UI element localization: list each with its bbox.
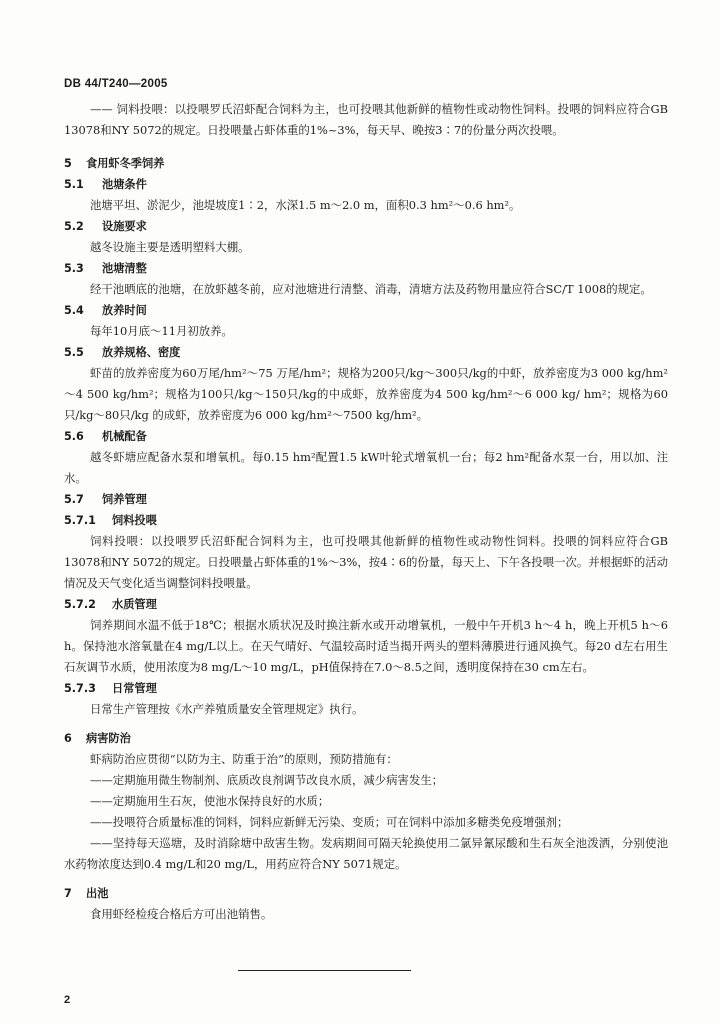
section-6-text: 虾病防治应贯彻“以防为主、防重于治”的原则，预防措施有： xyxy=(90,752,398,766)
section-5-5-heading: 5.5 放养规格、密度 xyxy=(64,346,181,359)
section-5-2-heading: 5.2 设施要求 xyxy=(64,220,147,233)
section-5-6-text: 越冬虾塘应配备水泵和增氧机。每0.15 hm²配置1.5 kW叶轮式增氧机一台；每2 hm²配备水泵一台，用以加、注水。 xyxy=(64,450,668,485)
section-6-heading: 6 病害防治 xyxy=(64,732,131,745)
section-5-7-3-text: 日常生产管理按《水产养殖质量安全管理规定》执行。 xyxy=(90,702,364,716)
section-5-heading: 5 食用虾冬季饲养 xyxy=(64,157,165,170)
section-5-7-2-text: 饲养期间水温不低于18℃；根据水质状况及时换注新水或开动增氧机，一般中午开机3 h～4 h，晚上开机5 h～6 h。保持池水溶氧量在4 mg/L以上。在天气晴好、气温较高时适当揭开两头的塑料薄膜进行通风换气。每20 d左右用生石灰调节水质，使用浓度为8 mg/L～10 mg/L，pH值保持在7.0～8.5之间，透明度保持在30 cm左右。 xyxy=(64,618,668,674)
section-5-7-3-heading: 5.7.3 日常管理 xyxy=(64,682,157,695)
section-5-7-1-text: 饲料投喂：以投喂罗氏沼虾配合饲料为主，也可投喂其他新鲜的植物性或动物性饲料。投喂的饲料应符合GB 13078和NY 5072的规定。日投喂量占虾体重的1%～3%，按4∶6的份量，每天上、下午各投喂一次。并根据虾的活动情况及天气变化适当调整饲料投喂量。 xyxy=(64,534,668,590)
list-item: ——投喂符合质量标准的饲料，饲料应新鲜无污染、变质；可在饲料中添加多糖类免疫增强剂； xyxy=(90,815,569,829)
intro-paragraph: —— 饲料投喂：以投喂罗氏沼虾配合饲料为主，也可投喂其他新鲜的植物性或动物性饲料。投喂的饲料应符合GB 13078和NY 5072的规定。日投喂量占虾体重的1%~3%，每天早、晚按3∶7的份量分两次投喂。 xyxy=(64,102,668,137)
list-item: ——定期施用生石灰，使池水保持良好的水质； xyxy=(90,794,330,808)
section-5-3-heading: 5.3 池塘清整 xyxy=(64,262,147,275)
section-7-heading: 7 出池 xyxy=(64,887,109,900)
section-5-6-heading: 5.6 机械配备 xyxy=(64,430,147,443)
section-5-7-1-heading: 5.7.1 饲料投喂 xyxy=(64,514,157,527)
section-5-1-heading: 5.1 池塘条件 xyxy=(64,178,147,191)
section-5-5-text: 虾苗的放养密度为60万尾/hm²～75 万尾/hm²；规格为200只/kg～300只/kg的中虾，放养密度为3 000 kg/hm²～4 500 kg/hm²；规格为100只/kg～150只/kg的中成虾，放养密度为4 500 kg/hm²～6 000 kg/ hm²；规格为60只/kg～80只/kg 的成虾，放养密度为6 000 kg/hm²～7500 kg/hm²。 xyxy=(64,366,668,422)
standard-number-header: DB 44/T240—2005 xyxy=(64,78,168,90)
section-5-4-text: 每年10月底～11月初放养。 xyxy=(90,324,233,338)
section-5-3-text: 经干池晒底的池塘，在放虾越冬前，应对池塘进行清整、消毒，清塘方法及药物用量应符合SC/T 1008的规定。 xyxy=(90,282,652,296)
section-5-7-heading: 5.7 饲养管理 xyxy=(64,493,147,506)
section-5-4-heading: 5.4 放养时间 xyxy=(64,304,147,317)
list-item: ——坚持每天巡塘，及时消除塘中敌害生物。发病期间可隔天轮换使用二氯异氰尿酸和生石灰全池泼洒，分别使池水药物浓度达到0.4 mg/L和20 mg/L，用药应符合NY 5071规定。 xyxy=(64,836,668,871)
section-5-2-text: 越冬设施主要是透明塑料大棚。 xyxy=(90,240,250,254)
page-number: 2 xyxy=(64,994,71,1006)
end-rule xyxy=(238,970,411,971)
list-item: ——定期施用微生物制剂、底质改良剂调节改良水质，减少病害发生； xyxy=(90,773,444,787)
section-5-7-2-heading: 5.7.2 水质管理 xyxy=(64,598,157,611)
section-5-1-text: 池塘平坦、淤泥少，池堤坡度1∶2，水深1.5 m～2.0 m，面积0.3 hm²～0.6 hm²。 xyxy=(90,198,521,212)
body-content xyxy=(64,99,668,925)
section-7-text: 食用虾经检疫合格后方可出池销售。 xyxy=(90,907,273,921)
